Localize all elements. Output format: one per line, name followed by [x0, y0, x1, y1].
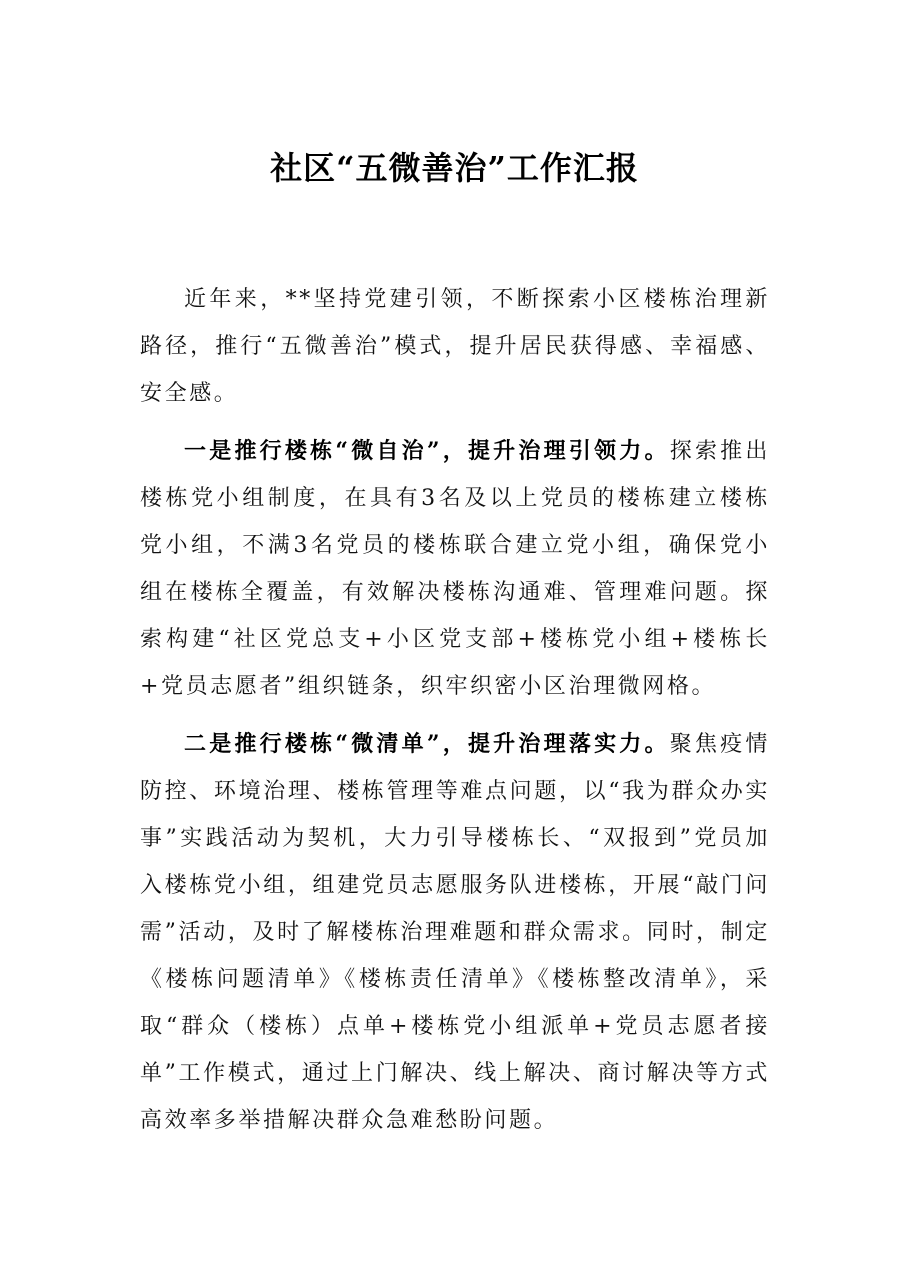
- document-title: 社区“五微善治”工作汇报: [270, 149, 639, 187]
- section-text-2: 聚焦疫情防控、环境治理、楼栋管理等难点问题，以“我为群众办实事”实践活动为契机，大力引导楼栋长、“双报到”党员加入楼栋党小组，组建党员志愿服务队进楼栋，开展“敲门问需”活动，及时了解楼栋治理难题和群众需求。同时，制定《楼栋问题清单》《楼栋责任清单》《楼栋整改清单》，采取“群众（楼栋）点单+楼栋党小组派单+党员志愿者接单”工作模式，通过上门解决、线上解决、商讨解决等方式高效率多举措解决群众急难愁盼问题。: [140, 732, 770, 1133]
- section-lead-2: 二是推行楼栋“微清单”，提升治理落实力。: [184, 731, 670, 757]
- document-body: [140, 276, 770, 1155]
- section-paragraph-1: [140, 428, 770, 710]
- section-lead-1: 一是推行楼栋“微自治”，提升治理引领力。: [184, 438, 670, 464]
- section-paragraph-2: [140, 721, 770, 1144]
- intro-paragraph: 近年来，**坚持党建引领，不断探索小区楼栋治理新路径，推行“五微善治”模式，提升居民获得感、幸福感、安全感。: [140, 287, 770, 406]
- section-text-1: 探索推出楼栋党小组制度，在具有3名及以上党员的楼栋建立楼栋党小组，不满3名党员的楼栋联合建立党小组，确保党小组在楼栋全覆盖，有效解决楼栋沟通难、管理难问题。探索构建“社区党总支+小区党支部+楼栋党小组+楼栋长+党员志愿者”组织链条，织牢织密小区治理微网格。: [140, 439, 770, 699]
